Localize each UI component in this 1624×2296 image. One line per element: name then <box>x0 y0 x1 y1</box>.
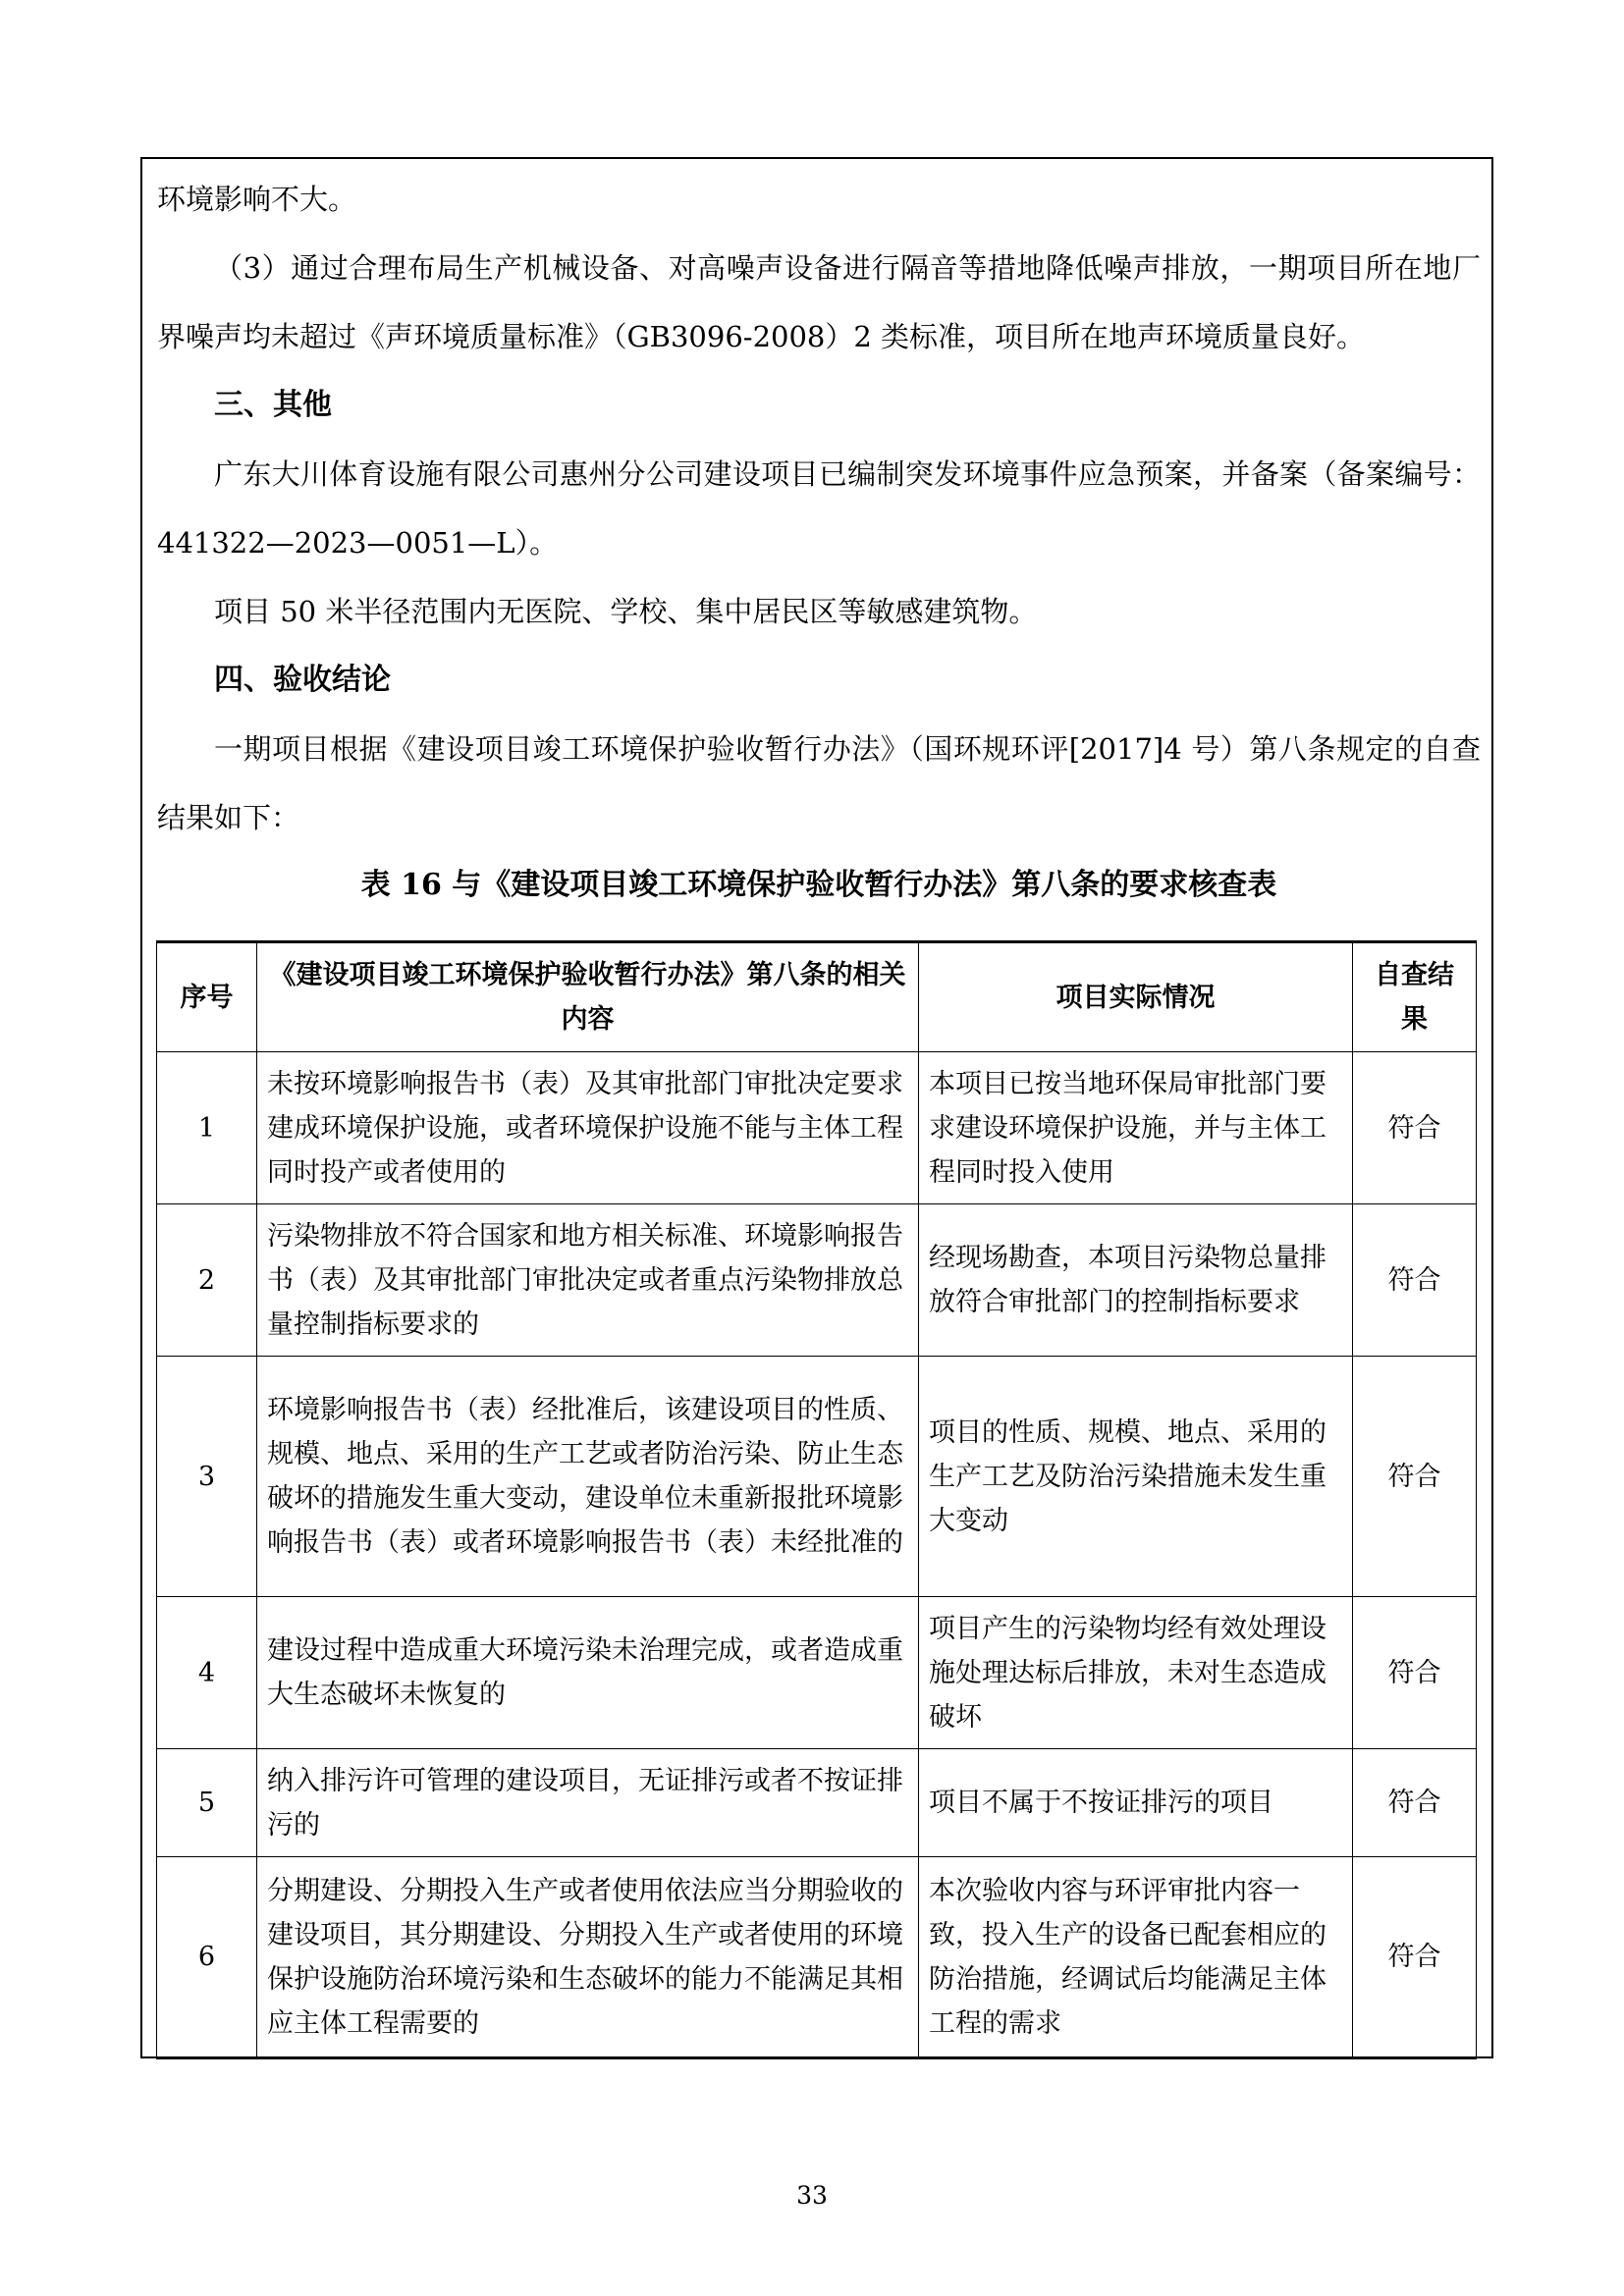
row-no: 3 <box>157 1357 257 1597</box>
table-row <box>157 1597 1477 1749</box>
table-row <box>157 1052 1477 1204</box>
check-table <box>156 940 1477 2059</box>
paragraph-5: 一期项目根据《建设项目竣工环境保护验收暂行办法》（国环规环评[2017]4 号）第八条规定的自查结果如下： <box>157 732 1481 834</box>
row-no: 6 <box>157 1857 257 2058</box>
row-no: 1 <box>157 1052 257 1204</box>
row-result: 符合 <box>1353 1749 1477 1857</box>
row-result: 符合 <box>1353 1857 1477 2058</box>
heading-conclusion: 四、验收结论 <box>214 663 391 697</box>
row-content: 环境影响报告书（表）经批准后，该建设项目的性质、规模、地点、采用的生产工艺或者防治污染、防止生态破坏的措施发生重大变动，建设单位未重新报批环境影响报告书（表）或者环境影响报告书（表）未经批准的 <box>257 1357 919 1597</box>
row-content: 分期建设、分期投入生产或者使用依法应当分期验收的建设项目，其分期建设、分期投入生产或者使用的环境保护设施防治环境污染和生态破坏的能力不能满足其相应主体工程需要的 <box>257 1857 919 2058</box>
row-no: 2 <box>157 1204 257 1357</box>
row-actual: 经现场勘查，本项目污染物总量排放符合审批部门的控制指标要求 <box>919 1204 1353 1357</box>
row-content: 污染物排放不符合国家和地方相关标准、环境影响报告书（表）及其审批部门审批决定或者重点污染物排放总量控制指标要求的 <box>257 1204 919 1357</box>
heading-other: 三、其他 <box>214 388 332 422</box>
row-content: 建设过程中造成重大环境污染未治理完成，或者造成重大生态破坏未恢复的 <box>257 1597 919 1749</box>
table-row <box>157 1357 1477 1597</box>
header-content: 《建设项目竣工环境保护验收暂行办法》第八条的相关内容 <box>257 942 919 1052</box>
row-content: 未按环境影响报告书（表）及其审批部门审批决定要求建成环境保护设施，或者环境保护设施不能与主体工程同时投产或者使用的 <box>257 1052 919 1204</box>
paragraph-1: 环境影响不大。 <box>157 183 357 216</box>
row-no: 5 <box>157 1749 257 1857</box>
header-no: 序号 <box>157 942 257 1052</box>
paragraph-3: 广东大川体育设施有限公司惠州分公司建设项目已编制突发环境事件应急预案，并备案（备案编号：441322—2023—0051—L）。 <box>157 457 1481 560</box>
header-result: 自查结果 <box>1353 942 1477 1052</box>
row-content: 纳入排污许可管理的建设项目，无证排污或者不按证排污的 <box>257 1749 919 1857</box>
page-number: 33 <box>796 2181 828 2210</box>
row-result: 符合 <box>1353 1357 1477 1597</box>
table-row <box>157 1857 1477 2058</box>
row-result: 符合 <box>1353 1052 1477 1204</box>
paragraph-2: （3）通过合理布局生产机械设备、对高噪声设备进行隔音等措地降低噪声排放，一期项目所在地厂界噪声均未超过《声环境质量标准》（GB3096-2008）2 类标准，项目所在地声环境质量良好。 <box>157 251 1481 353</box>
row-no: 4 <box>157 1597 257 1749</box>
row-actual: 项目不属于不按证排污的项目 <box>919 1749 1353 1857</box>
table-row <box>157 1204 1477 1357</box>
table-caption: 表 16 与《建设项目竣工环境保护验收暂行办法》第八条的要求核查表 <box>360 868 1277 902</box>
row-actual: 项目的性质、规模、地点、采用的生产工艺及防治污染措施未发生重大变动 <box>919 1357 1353 1597</box>
header-actual: 项目实际情况 <box>919 942 1353 1052</box>
row-actual: 项目产生的污染物均经有效处理设施处理达标后排放，未对生态造成破坏 <box>919 1597 1353 1749</box>
row-result: 符合 <box>1353 1204 1477 1357</box>
paragraph-4: 项目 50 米半径范围内无医院、学校、集中居民区等敏感建筑物。 <box>214 595 1038 628</box>
body-text <box>157 165 1481 915</box>
table-row <box>157 1749 1477 1857</box>
row-result: 符合 <box>1353 1597 1477 1749</box>
table-header-row <box>157 942 1477 1052</box>
row-actual: 本次验收内容与环评审批内容一致，投入生产的设备已配套相应的防治措施，经调试后均能满足主体工程的需求 <box>919 1857 1353 2058</box>
row-actual: 本项目已按当地环保局审批部门要求建设环境保护设施，并与主体工程同时投入使用 <box>919 1052 1353 1204</box>
